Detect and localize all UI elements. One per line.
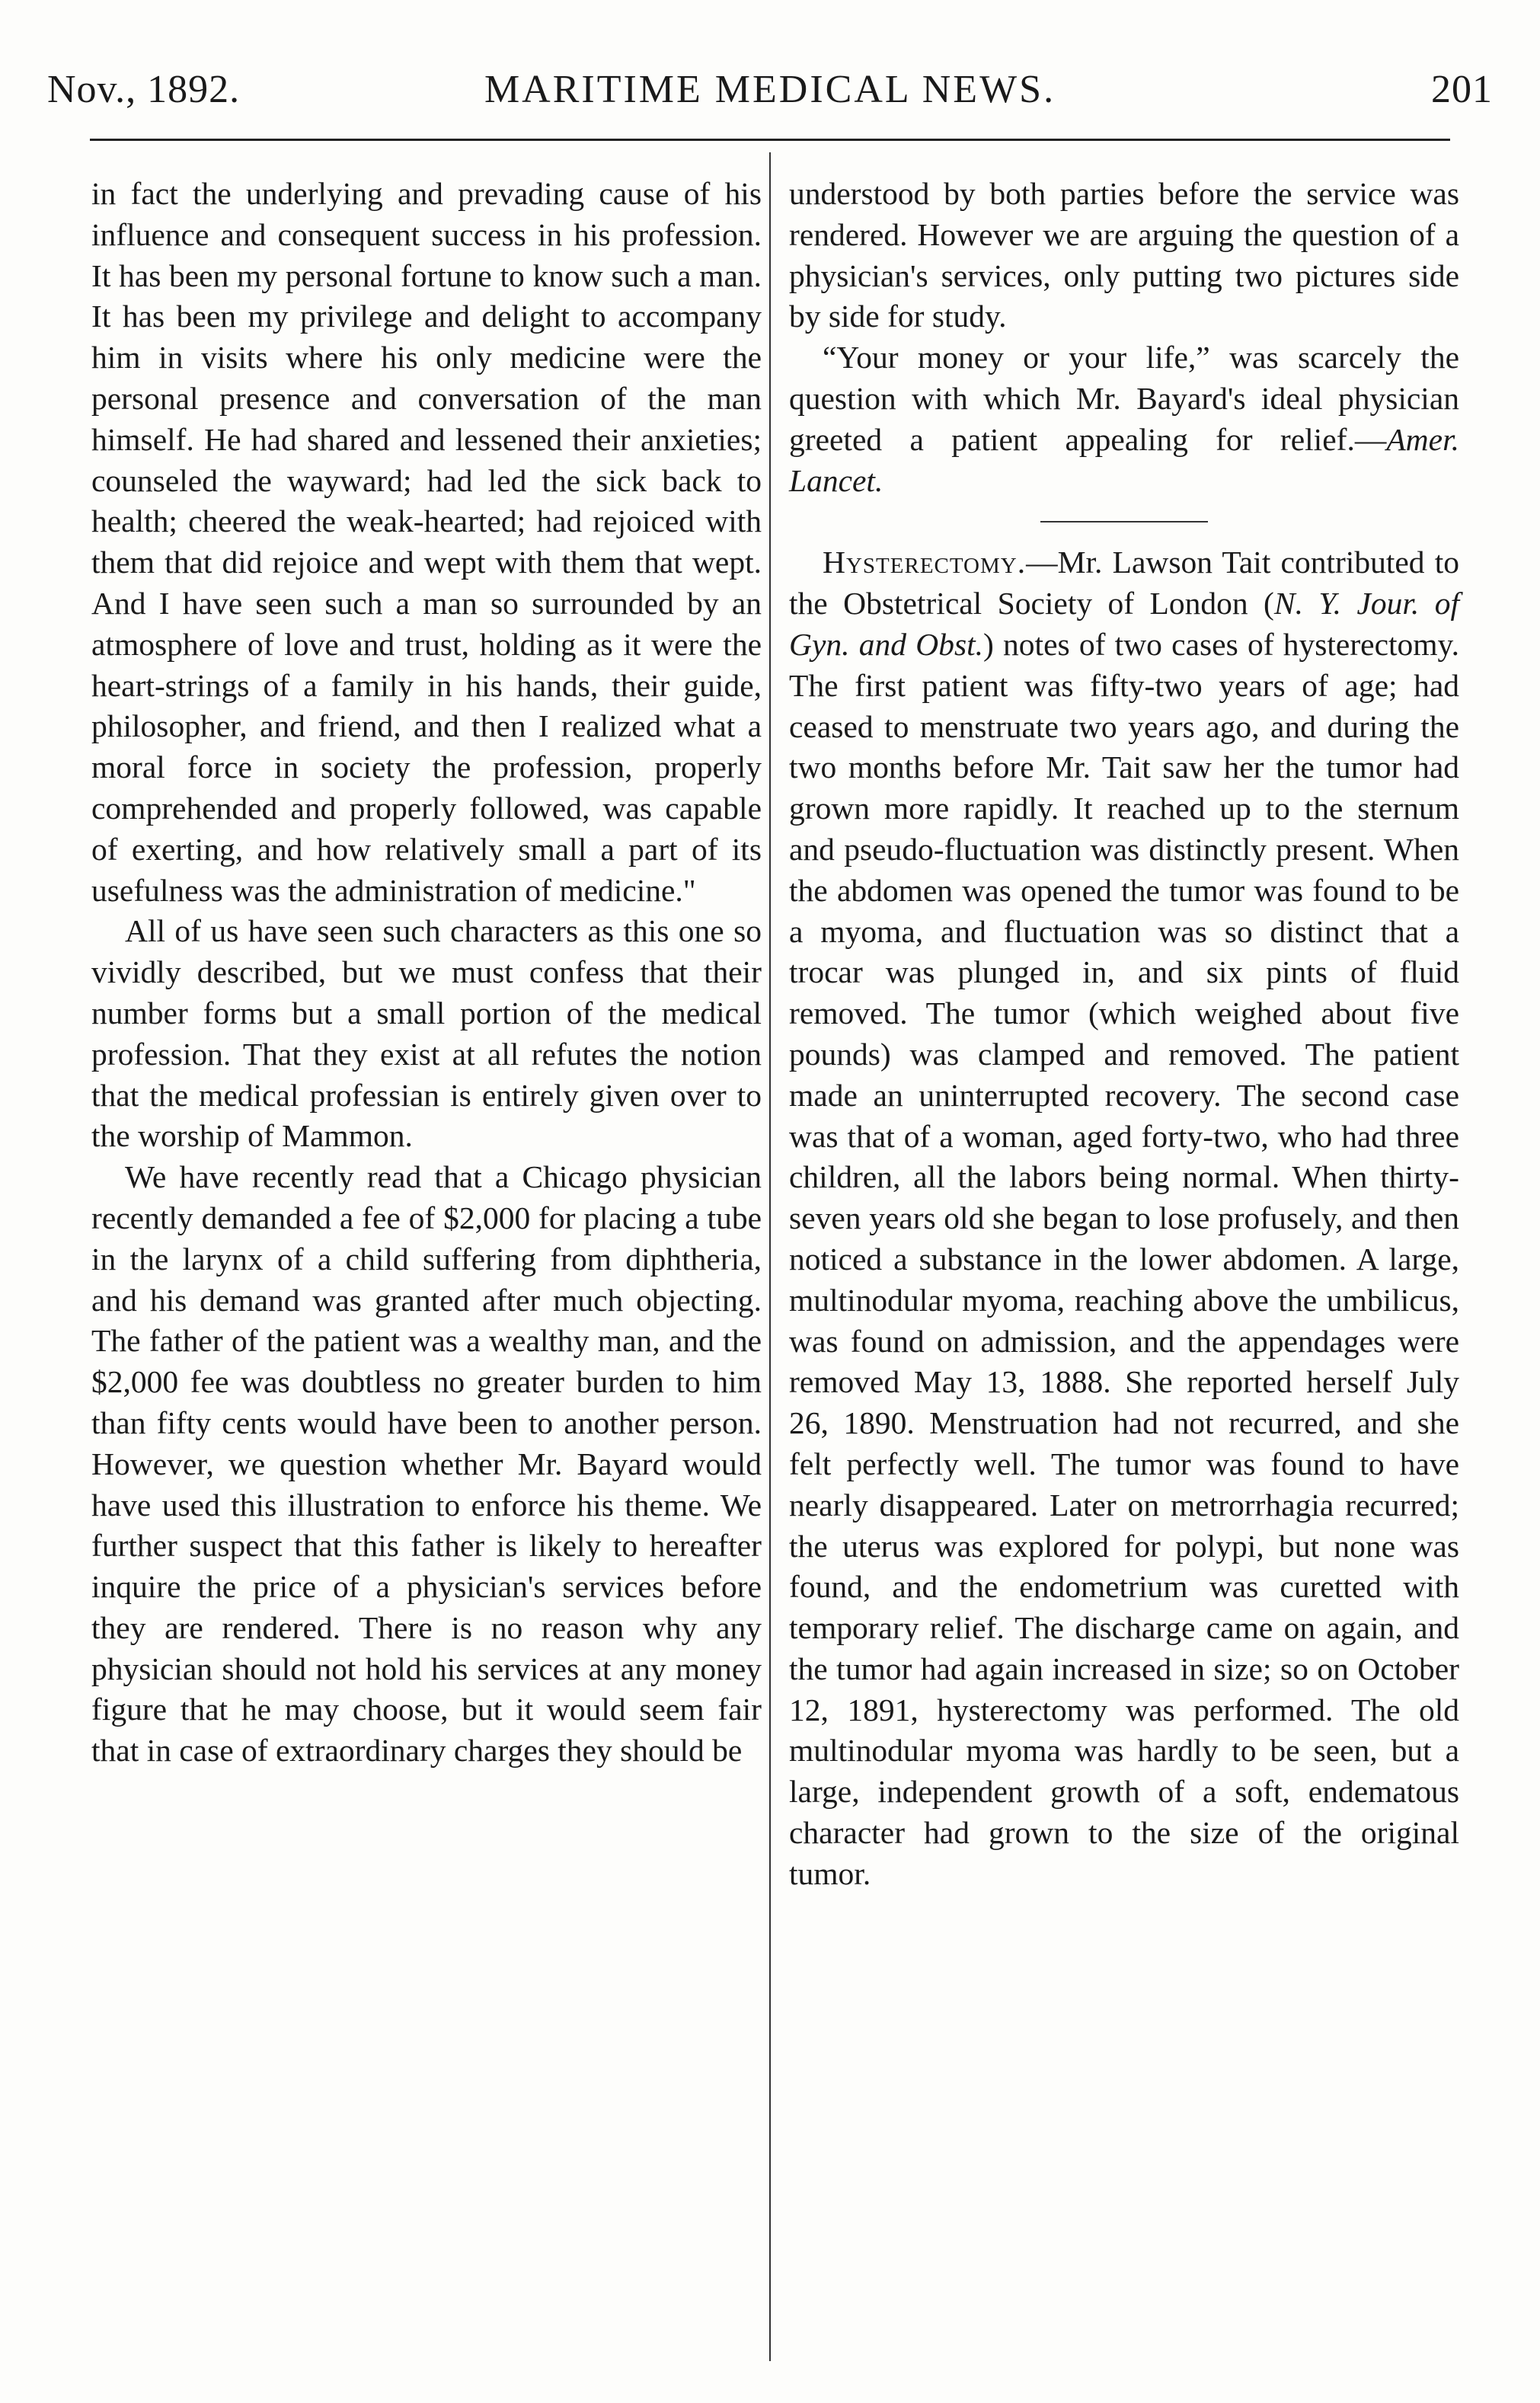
left-paragraph-3: We have recently read that a Chicago physician recently demanded a fee of $2,000 for placing a tube in the larynx of a child suffering from diphtheria, and his demand was granted after much objecting. The father of the patient was a wealthy man, and the $2,000 fee was doubtless no greater burden to him than fifty cents would have been to another person. However, we question whether Mr. Bayard would have used this illustration to enforce his theme. We further suspect that this father is likely to hereafter inquire the price of a physician's services before they are rendered. There is no reason why any physician should not hold his services at any money figure that he may choose, but it would seem fair that in case of extraordinary charges they should be [91, 1159, 762, 1769]
quote-source: Amer. Lancet. [789, 421, 1459, 498]
hysterectomy-intro: —Mr. Lawson Tait contributed to the Obstetrical Society of London ( [789, 545, 1459, 622]
left-column [91, 174, 762, 1772]
running-header [47, 67, 1493, 120]
left-paragraph-2: All of us have seen such characters as this one so vividly described, but we must confess that their number forms but a small portion of the medical profession. That they exist at all refutes the notion that the medical professian is entirely given over to the worship of Mammon. [91, 913, 762, 1154]
right-column [789, 174, 1459, 1895]
header-page-number: 201 [1431, 68, 1493, 111]
section-separator [1040, 521, 1208, 522]
header-journal-title: MARITIME MEDICAL NEWS. [484, 68, 1056, 111]
section-heading: Hysterectomy. [823, 545, 1027, 580]
hysterectomy-paragraph [789, 542, 1459, 1894]
hysterectomy-body: ) notes of two cases of hysterectomy. The first patient was fifty-two years of age; had ceased to menstruate two years ago, and during the two months before Mr. Tait saw her the tumor had grown more rapidly. It reached up to the sternum and pseudo-fluctuation was distinctly present. When the abdomen was opened the tumor was found to be a myoma, and fluctuation was so distinct that a trocar was plunged in, and six pints of fluid removed. The tumor (which weighed about five pounds) was clamped and removed. The patient made an uninterrupted recovery. The second case was that of a woman, aged forty-two, who had three children, all the labors being normal. When thirty-seven years old she began to lose profusely, and then noticed a substance in the lower abdomen. A large, multinodular myoma, reaching above the umbilicus, was found on admission, and the appendages were removed May 13, 1888. She reported herself July 26, 1890. Menstruation had not recurred, and she felt perfectly well. The tumor was found to have nearly disappeared. Later on metrorrhagia recurred; the uterus was explored for polypi, but none was found, and the endometrium was curetted with temporary relief. The discharge came on again, and the tumor had again increased in size; so on October 12, 1891, hysterectomy was performed. The old multinodular myoma was hardly to be seen, but a large, independent growth of a soft, endematous character had grown to the size of the original tumor. [789, 626, 1459, 1891]
right-paragraph-2 [789, 337, 1459, 501]
header-rule [90, 139, 1450, 141]
column-divider [769, 152, 771, 2361]
header-date: Nov., 1892. [47, 68, 241, 111]
right-paragraph-1: understood by both parties before the service was rendered. However we are arguing the question of a physician's services, only putting two pictures side by side for study. [789, 176, 1459, 334]
left-paragraph-1: in fact the underlying and prevading cause of his influence and consequent success in his profession. It has been my personal fortune to know such a man. It has been my privilege and delight to accompany him in visits where his only medicine were the personal presence and conversation of the man himself. He had shared and lessened their anxieties; counseled the wayward; had led the sick back to health; cheered the weak-hearted; had rejoiced with them that did rejoice and wept with them that wept. And I have seen such a man so surrounded by an atmosphere of love and trust, holding as it were the heart-strings of a family in his hands, their guide, philosopher, and friend, and then I realized what a moral force in society the profession, properly comprehended and properly followed, was capable of exerting, and how relatively small a part of its usefulness was the administration of medicine." [91, 176, 762, 908]
journal-citation: N. Y. Jour. of Gyn. and Obst. [789, 586, 1459, 662]
quote-text: “Your money or your life,” was scarcely the question with which Mr. Bayard's ideal physician greeted a patient appealing for relief.— [789, 340, 1459, 457]
